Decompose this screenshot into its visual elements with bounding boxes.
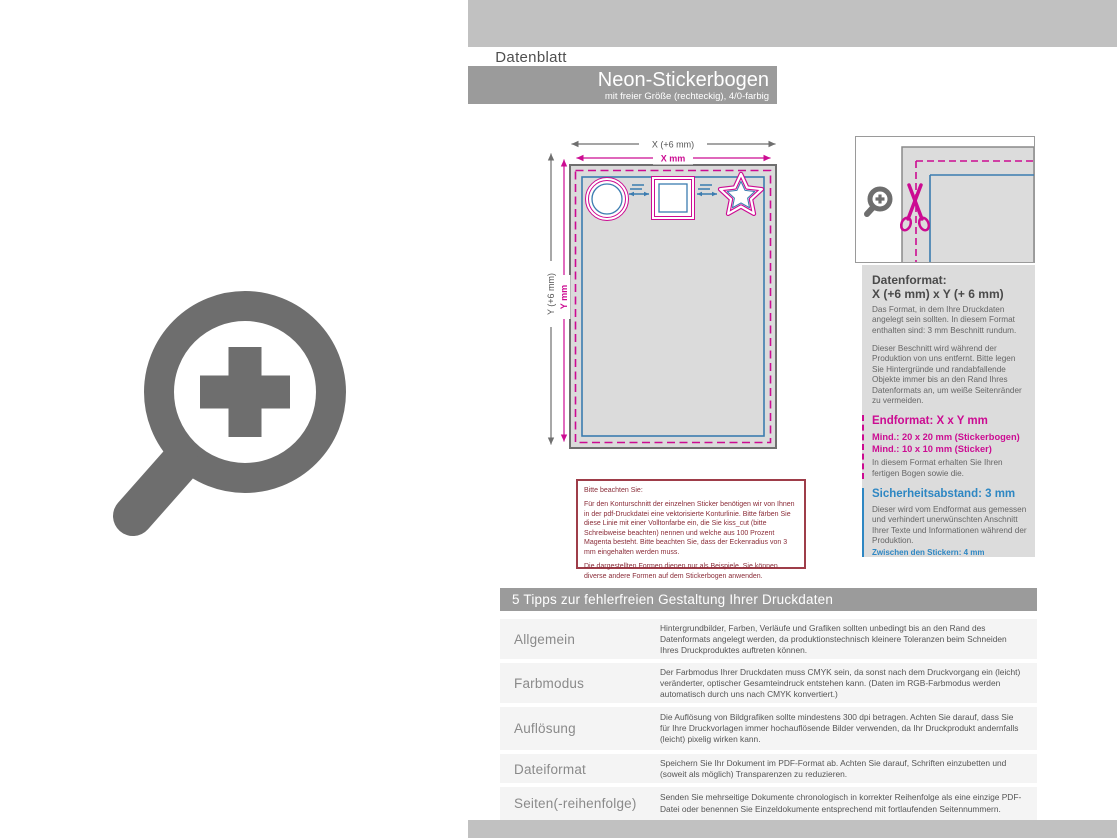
endformat-title: Endformat: X x Y mm — [872, 415, 988, 428]
dimension-x-inner — [577, 152, 771, 165]
endformat-block — [862, 415, 1027, 479]
top-gray-band — [468, 0, 1117, 47]
note-title: Bitte beachten Sie: — [584, 487, 643, 494]
tip-text: Speichern Sie Ihr Dokument im PDF-Format ab. Achten Sie darauf, Schriften einzubetten und (soweit als möglich) Transparenzen zu reduzieren. — [660, 758, 1007, 780]
page-subtitle: mit freier Größe (rechteckig), 4/0-farbig — [604, 91, 769, 102]
dim-x-inner-label: X mm — [660, 153, 686, 164]
square-sticker-shape — [653, 178, 693, 218]
datenblatt-tab: Datenblatt — [471, 47, 591, 68]
tip-row-seitenreihenfolge — [500, 787, 1037, 820]
datenformat-title: Datenformat: — [872, 273, 947, 287]
tip-label: Allgemein — [514, 632, 576, 648]
tip-label: Auflösung — [514, 721, 576, 736]
note-paragraph: Für den Konturschnitt der einzelnen Sticker benötigen wir von Ihnen in der pdf-Druckdatei eine vektorisierte Konturlinie. Bitte färben Sie diese Linie mit einer Volltonfarbe ein, die Sie kiss_cut (bitte Schreibweise beachten) nennen und welche aus 100 Prozent Magenta besteht. Bitte beachten Sie, dass der Eckenradius von 3 mm eingehalten werden muss. — [584, 501, 795, 556]
note-paragraph: Die dargestellten Formen dienen nur als Beispiele. Sie können diverse andere Formen auf dem Stickerbogen anwenden. — [584, 563, 778, 580]
contour-note-box — [576, 479, 806, 580]
tip-text: Die Auflösung von Bildgrafiken sollte mindestens 300 dpi betragen. Achten Sie darauf, dass Sie für Ihre Druckvorlagen immer hochauflösende Bilder verwenden, da Ihr Druckprodukt andernfalls (leicht) pixelig wirken kann. — [660, 711, 1019, 745]
datenformat-text: Dieser Beschnitt wird während der Produktion von uns entfernt. Bitte legen Sie Hintergründe und randabfallende Objekte immer bis an den Rand Ihres Datenformats an, um weiße Seitenränder zu vermeiden. — [872, 344, 1022, 406]
title-bar — [468, 66, 777, 104]
sticker-sheet-diagram — [533, 133, 783, 458]
circle-sticker-shape — [587, 179, 627, 219]
magnifier-icon — [867, 189, 890, 214]
tips-table — [500, 619, 1037, 824]
tip-text: Senden Sie mehrseitige Dokumente chronologisch in korrekter Reihenfolge als eine einzige PDF-Datei oder benennen Sie Einzeldokumente entsprechend mit fortlaufenden Seitennummern. — [660, 792, 1022, 814]
tip-label: Seiten(-reihenfolge) — [514, 796, 637, 811]
tip-row-aufloesung — [500, 707, 1037, 750]
dimension-y-inner — [558, 160, 571, 442]
dim-y-inner-label: Y mm — [559, 284, 569, 310]
tips-section-header: 5 Tipps zur fehlerfreien Gestaltung Ihrer Druckdaten — [500, 588, 1037, 611]
endformat-text: In diesem Format erhalten Sie Ihren fertigen Bogen sowie die. — [872, 458, 1003, 478]
dimension-y-outer — [545, 154, 558, 445]
tip-row-farbmodus — [500, 663, 1037, 703]
datasheet-page — [468, 0, 1117, 838]
safety-block — [862, 488, 1027, 556]
dimension-x-outer — [572, 138, 776, 151]
endformat-min-sheet: Mind.: 20 x 20 mm (Stickerbogen) — [872, 432, 1020, 443]
page-title: Neon-Stickerbogen — [597, 69, 769, 91]
datenformat-text: Das Format, in dem Ihre Druckdaten angelegt sein sollten. In diesem Format enthalten sind: 3 mm Beschnitt rundum. — [872, 304, 1017, 335]
safety-title: Sicherheitsabstand: 3 mm — [872, 488, 1016, 501]
tip-text: Hintergrundbilder, Farben, Verläufe und Grafiken sollten unbedingt bis an den Rand des Datenformats angelegt werden, da produktionstechnisch kleinere Toleranzen beim Schneiden Ihres Druckproduktes auftreten können. — [660, 623, 1007, 656]
tip-text: Der Farbmodus Ihrer Druckdaten muss CMYK sein, da sonst nach dem Druckvorgang ein (leicht) veränderter, optischer Gesamteindruck entstehen kann. (Daten im RGB-Farbmodus werden automatisch durch uns nach CMYK konvertiert.) — [660, 667, 1021, 700]
dim-x-outer-label: X (+6 mm) — [651, 139, 695, 150]
detail-preview-box — [855, 136, 1035, 263]
tip-label: Dateiformat — [514, 761, 586, 777]
endformat-min-sticker: Mind.: 10 x 10 mm (Sticker) — [872, 444, 992, 455]
preview-sheet-corner — [902, 147, 1034, 262]
format-info-panel — [862, 265, 1035, 557]
datenformat-value: X (+6 mm) x Y (+ 6 mm) — [872, 287, 1004, 302]
safety-text: Dieser wird vom Endformat aus gemessen und verhindert unerwünschten Anschnitt Ihrer Texte und Informationen während der Produktion. — [872, 505, 1027, 546]
tip-label: Farbmodus — [514, 676, 585, 692]
sticker-gap-note: Zwischen den Stickern: 4 mm — [872, 547, 985, 557]
dim-y-outer-label: Y (+6 mm) — [546, 272, 556, 316]
tip-row-dateiformat — [500, 754, 1037, 783]
zoom-in-icon[interactable] — [95, 272, 375, 572]
tip-row-allgemein — [500, 619, 1037, 659]
